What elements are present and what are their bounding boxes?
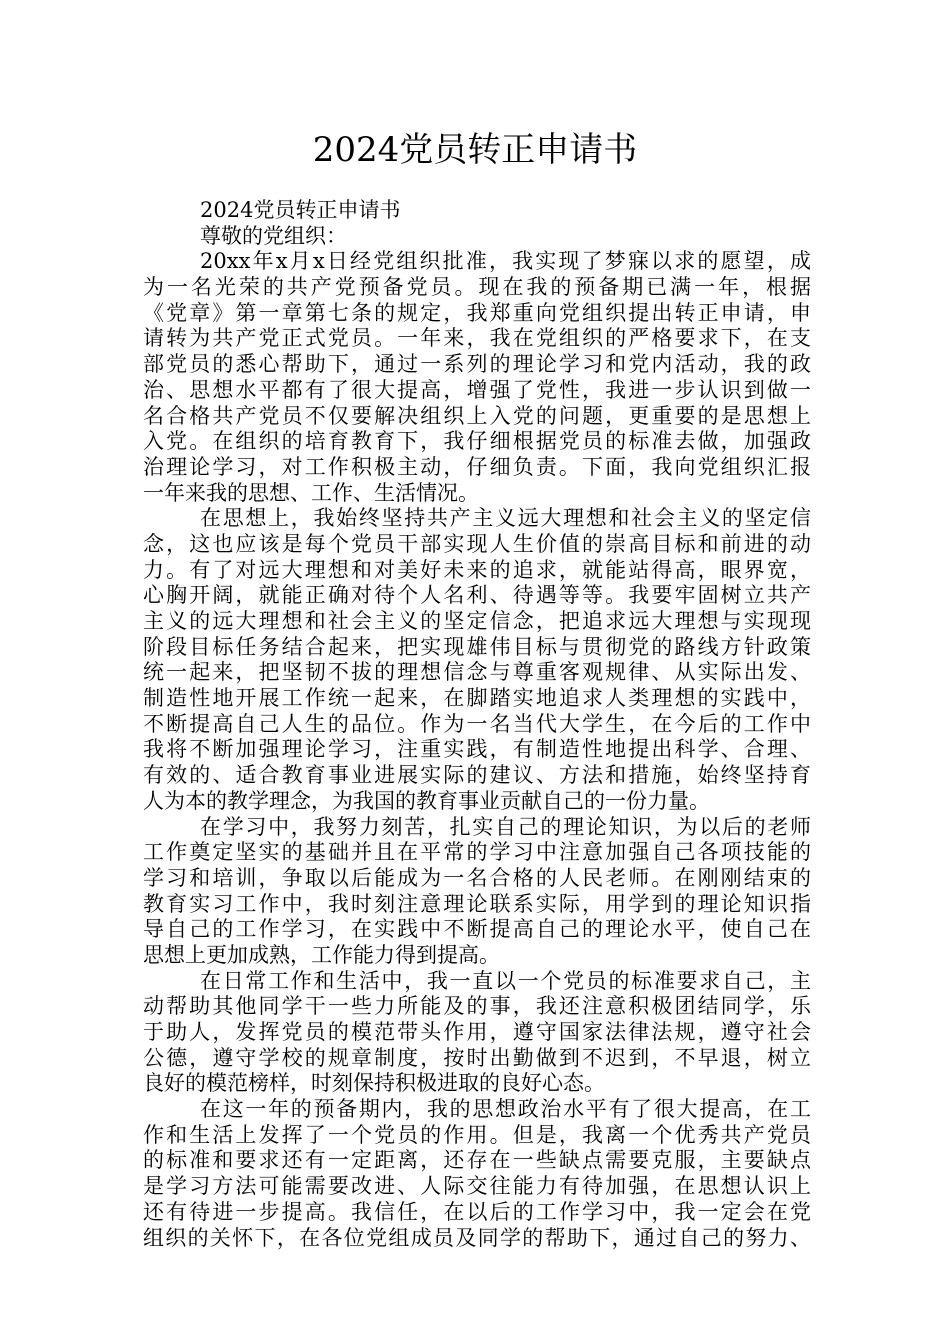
- body-line: 统一起来，把坚韧不拔的理想信念与尊重客观规律、从实际出发、: [143, 660, 811, 685]
- body-line: 入党。在组织的培育教育下，我仔细根据党员的标准去做，加强政: [143, 429, 811, 454]
- body-line: 学习和培训，争取以后能成为一名合格的人民老师。在刚刚结束的: [143, 865, 811, 890]
- body-line: 念，这也应该是每个党员干部实现人生价值的崇高目标和前进的动: [143, 531, 811, 556]
- document-body: [143, 198, 811, 1251]
- body-line: 人为本的教学理念，为我国的教育事业贡献自己的一份力量。: [143, 788, 710, 813]
- body-line: 在学习中，我努力刻苦，扎实自己的理论知识，为以后的老师: [200, 814, 811, 839]
- body-line: 导自己的工作学习，在实践中不断提高自己的理论水平，使自己在: [143, 917, 811, 942]
- body-line: 有效的、适合教育事业进展实际的建议、方法和措施，始终坚持育: [143, 763, 811, 788]
- body-line: 作和生活上发挥了一个党员的作用。但是，我离一个优秀共产党员: [143, 1122, 811, 1147]
- body-line: 力。有了对远大理想和对美好未来的追求，就能站得高，眼界宽，: [143, 557, 811, 582]
- body-line: 名合格共产党员不仅要解决组织上入党的问题，更重要的是思想上: [143, 403, 811, 428]
- salutation: 尊敬的党组织：: [200, 223, 347, 248]
- body-line: 在思想上，我始终坚持共产主义远大理想和社会主义的坚定信: [200, 506, 811, 531]
- body-line: 为一名光荣的共产党预备党员。现在我的预备期已满一年，根据: [143, 275, 811, 300]
- body-line: 心胸开阔，就能正确对待个人名利、待遇等等。我要牢固树立共产: [143, 583, 811, 608]
- document-title: 2024党员转正申请书: [312, 130, 638, 170]
- body-line: 20xx年x月x日经党组织批准，我实现了梦寐以求的愿望，成: [200, 249, 811, 274]
- body-line: 工作奠定坚实的基础并且在平常的学习中注意加强自己各项技能的: [143, 840, 811, 865]
- body-line: 思想上更加成熟，工作能力得到提高。: [143, 942, 500, 967]
- body-line: 组织的关怀下，在各位党组成员及同学的帮助下，通过自己的努力、: [143, 1225, 811, 1250]
- body-line: 部党员的悉心帮助下，通过一系列的理论学习和党内活动，我的政: [143, 352, 811, 377]
- body-line: 治理论学习，对工作积极主动，仔细负责。下面，我向党组织汇报: [143, 454, 811, 479]
- subtitle-line: 2024党员转正申请书: [200, 198, 401, 222]
- body-line: 在日常工作和生活中，我一直以一个党员的标准要求自己，主: [200, 968, 811, 993]
- body-line: 于助人，发挥党员的模范带头作用，遵守国家法律法规，遵守社会: [143, 1020, 811, 1044]
- body-line: 我将不断加强理论学习，注重实践，有制造性地提出科学、合理、: [143, 737, 811, 762]
- body-line: 在这一年的预备期内，我的思想政治水平有了很大提高，在工: [200, 1097, 811, 1122]
- body-line: 请转为共产党正式党员。一年来，我在党组织的严格要求下，在支: [143, 326, 811, 351]
- body-line: 是学习方法可能需要改进、人际交往能力有待加强，在思想认识上: [143, 1174, 811, 1199]
- body-line: 还有待进一步提高。我信任，在以后的工作学习中，我一定会在党: [143, 1199, 811, 1224]
- body-line: 不断提高自己人生的品位。作为一名当代大学生，在今后的工作中: [143, 711, 811, 736]
- body-line: 教育实习工作中，我时刻注意理论联系实际，用学到的理论知识指: [143, 891, 811, 916]
- body-line: 主义的远大理想和社会主义的坚定信念，把追求远大理想与实现现: [143, 609, 811, 633]
- body-line: 《党章》第一章第七条的规定，我郑重向党组织提出转正申请，申: [143, 300, 811, 325]
- body-line: 制造性地开展工作统一起来，在脚踏实地追求人类理想的实践中，: [143, 686, 811, 711]
- body-line: 一年来我的思想、工作、生活情况。: [143, 480, 479, 505]
- body-line: 动帮助其他同学干一些力所能及的事，我还注意积极团结同学，乐: [143, 994, 811, 1019]
- body-line: 阶段目标任务结合起来，把实现雄伟目标与贯彻党的路线方针政策: [143, 634, 811, 659]
- body-line: 治、思想水平都有了很大提高，增强了党性，我进一步认识到做一: [143, 377, 811, 402]
- body-line: 公德，遵守学校的规章制度，按时出勤做到不迟到，不早退，树立: [143, 1045, 811, 1070]
- body-line: 的标准和要求还有一定距离，还存在一些缺点需要克服，主要缺点: [143, 1148, 811, 1173]
- body-line: 良好的模范榜样，时刻保持积极进取的良好心态。: [143, 1071, 605, 1096]
